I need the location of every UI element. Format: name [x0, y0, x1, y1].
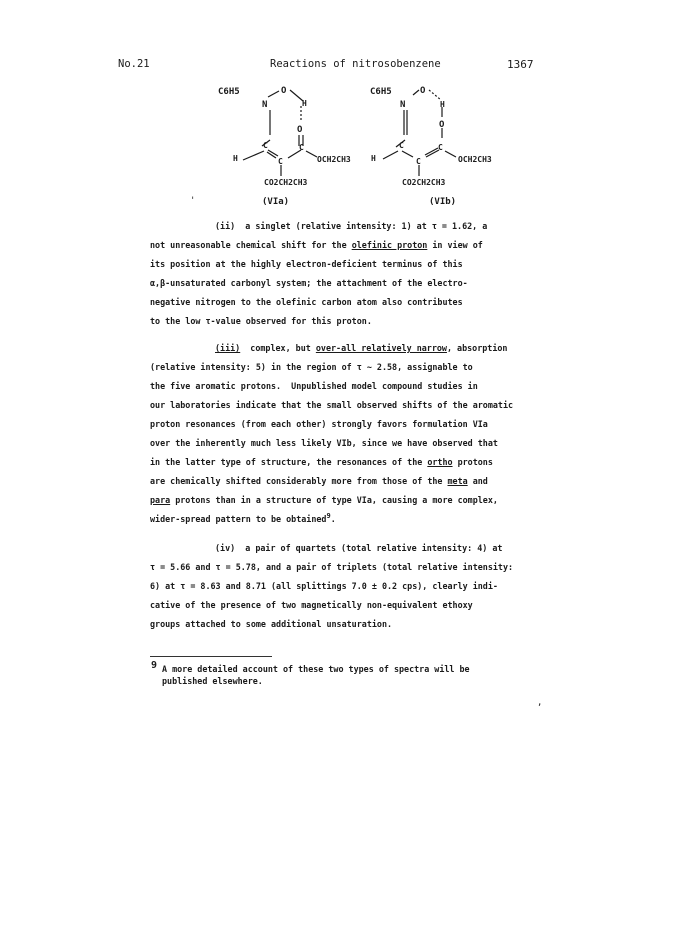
over-all-narrow-underlined: over-all relatively narrow	[315, 343, 447, 353]
p4-line-4: cative of the presence of two magnetically non-equivalent ethoxy	[150, 600, 473, 610]
p3-line-1: (iii) complex, but over-all relatively narrow, absorption	[215, 343, 508, 353]
label-vlb: (VIb)	[429, 197, 457, 207]
structure-vlb-labels	[370, 86, 492, 187]
vlb-o: O	[420, 86, 426, 96]
footnote-number: 9	[151, 660, 158, 671]
vla-n: N	[262, 100, 268, 110]
p2-line-4: α,β-unsaturated carbonyl system; the attachment of the electro-	[150, 278, 468, 288]
p4-line-1: (iv) a pair of quartets (total relative intensity: 4) at	[215, 543, 503, 553]
vlb-phenyl: C6H5	[370, 87, 392, 97]
vla-o: O	[281, 86, 287, 96]
p2-line-6: to the low τ-value observed for this proton.	[150, 316, 372, 326]
vla-o2: O	[297, 125, 303, 135]
page-number: 1367	[507, 58, 534, 71]
vlb-c1: C	[399, 141, 404, 150]
p4-line-5: groups attached to some additional unsaturation.	[150, 619, 393, 629]
chemical-structures	[0, 80, 680, 195]
p2-line-2: not unreasonable chemical shift for the olefinic proton in view of	[150, 240, 483, 250]
olefinic-proton-underlined: olefinic proton	[351, 240, 428, 250]
vla-ester-side: OCH2CH3	[317, 155, 351, 164]
p3-line-3: the five aromatic protons. Unpublished model compound studies in	[150, 381, 478, 391]
vlb-ester-side: OCH2CH3	[458, 155, 492, 164]
p3-line-4: our laboratories indicate that the small observed shifts of the aromatic	[150, 400, 514, 410]
label-vla: (VIa)	[262, 197, 290, 207]
vla-c1: C	[263, 141, 268, 150]
vlb-c2: C	[416, 157, 421, 166]
footnote-rule	[150, 656, 272, 657]
p3-line-9: para protons than in a structure of type VIa, causing a more complex,	[150, 495, 498, 505]
vla-phenyl: C6H5	[218, 87, 240, 97]
footnote-line-2: published elsewhere.	[162, 676, 263, 686]
vla-h: H	[302, 99, 307, 108]
p3-line-6: over the inherently much less likely VIb, since we have observed that	[150, 438, 498, 448]
stray-dot: ,	[537, 698, 543, 708]
p4-line-3: 6) at τ = 8.63 and 8.71 (all splittings 7.0 ± 0.2 cps), clearly indi-	[150, 581, 498, 591]
structure-vla-labels	[218, 86, 351, 187]
p2-line-5: negative nitrogen to the olefinic carbon atom also contributes	[150, 297, 463, 307]
journal-number: No.21	[118, 58, 150, 70]
vlb-h: H	[440, 100, 445, 109]
p3-line-5: proton resonances (from each other) strongly favors formulation VIa	[150, 419, 488, 429]
vla-ester-bottom: CO2CH2CH3	[264, 178, 308, 187]
vlb-c3: C	[438, 143, 443, 152]
p3-line-10: wider-spread pattern to be obtained$^9$.	[150, 512, 336, 524]
vla-c3: C	[299, 143, 304, 152]
p3-line-2: (relative intensity: 5) in the region of τ ~ 2.58, assignable to	[150, 362, 473, 372]
vla-c2: C	[278, 157, 283, 166]
vlb-n: N	[400, 100, 406, 110]
footnote-ref-9: 9	[326, 512, 331, 520]
footnote-line-1: A more detailed account of these two types of spectra will be	[162, 664, 470, 674]
vlb-o2: O	[439, 120, 445, 130]
vlb-ester-bottom: CO2CH2CH3	[402, 178, 446, 187]
vlb-h2: H	[371, 154, 376, 163]
p2-line-1: (ii) a singlet (relative intensity: 1) at τ = 1.62, a	[215, 221, 488, 231]
p2-line-3: its position at the highly electron-deficient terminus of this	[150, 259, 463, 269]
running-title: Reactions of nitrosobenzene	[270, 58, 441, 70]
p4-line-2: τ = 5.66 and τ = 5.78, and a pair of triplets (total relative intensity:	[150, 562, 514, 572]
stray-mark: '	[190, 196, 196, 206]
p3-line-8: are chemically shifted considerably more from those of the meta and	[150, 476, 488, 486]
p3-line-7: in the latter type of structure, the resonances of the ortho protons	[150, 457, 493, 467]
vla-h2: H	[233, 154, 238, 163]
